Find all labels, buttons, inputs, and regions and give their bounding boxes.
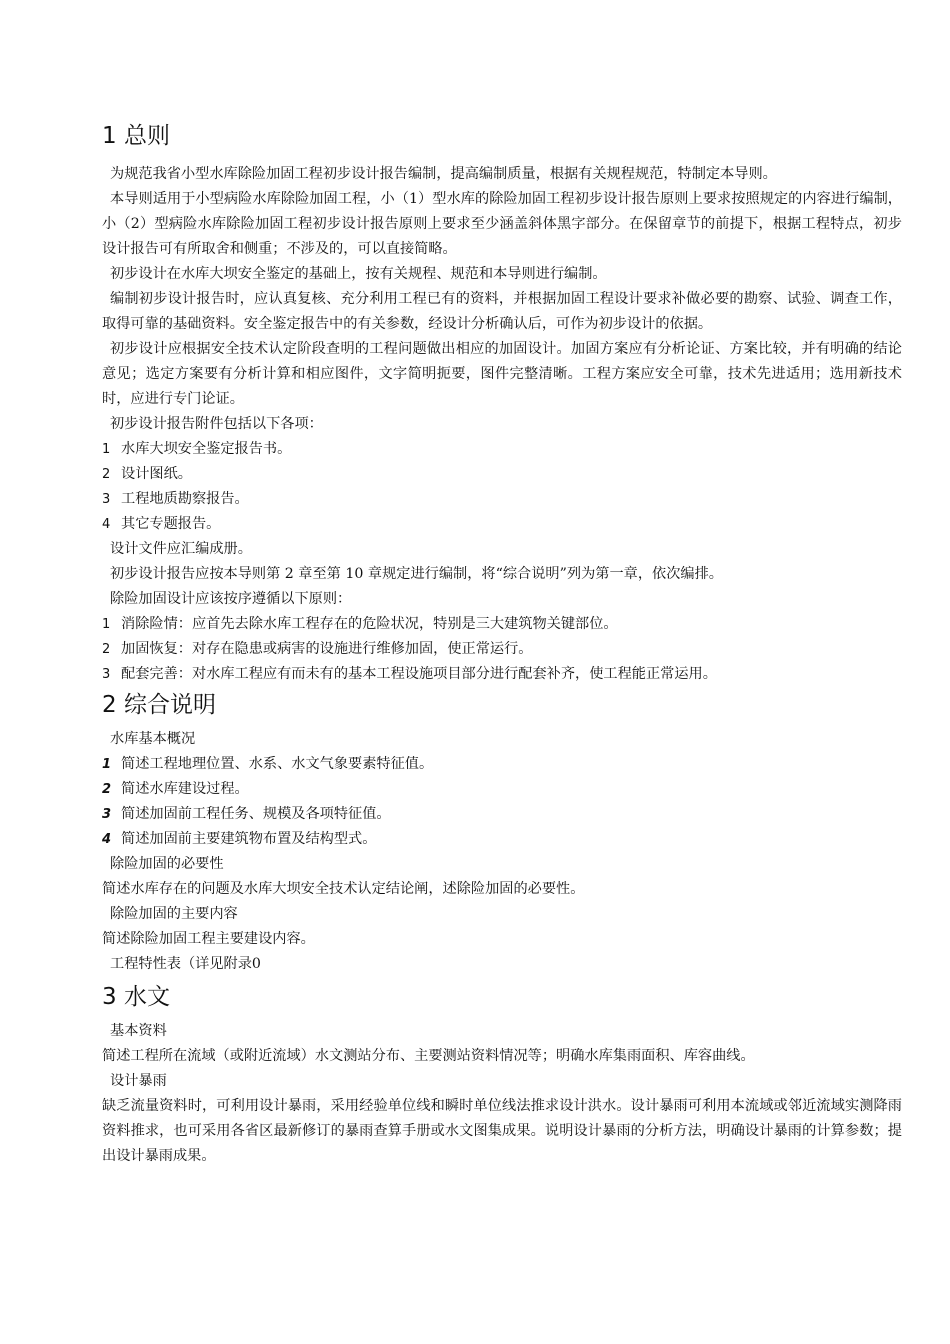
list-item <box>102 437 902 462</box>
list-text: 配套完善：对水库工程应有而未有的基本工程设施项目部分进行配套补齐，使工程能正常运用。 <box>121 666 717 682</box>
paragraph: 初步设计报告应按本导则第 2 章至第 10 章规定进行编制，将“综合说明”列为第一章，依次编排。 <box>110 566 723 582</box>
paragraph: 初步设计在水库大坝安全鉴定的基础上，按有关规程、规范和本导则进行编制。 <box>110 266 607 282</box>
paragraph: 初步设计应根据安全技术认定阶段查明的工程问题做出相应的加固设计。加固方案应有分析论证、方案比较，并有明确的结论意见；选定方案要有分析计算和相应图件，文字简明扼要，图件完整清晰。工程方案应安全可靠，技术先进适用；选用新技术时，应进行专门论证。 <box>102 341 902 407</box>
list-number: 2 <box>102 782 112 797</box>
appendix-list <box>102 437 902 537</box>
list-item <box>102 752 902 777</box>
list-item <box>102 637 902 662</box>
subheading: 除险加固的主要内容 <box>110 906 238 922</box>
list-text: 设计图纸。 <box>121 466 192 482</box>
list-number: 1 <box>102 757 112 772</box>
list-number: 4 <box>102 517 111 532</box>
list-item <box>102 512 902 537</box>
list-item <box>102 802 902 827</box>
list-number: 4 <box>102 832 112 847</box>
list-item <box>102 777 902 802</box>
list-item <box>102 487 902 512</box>
list-text: 消除险情：应首先去除水库工程存在的危险状况，特别是三大建筑物关键部位。 <box>121 616 618 632</box>
list-text: 其它专题报告。 <box>121 516 221 532</box>
subheading: 工程特性表（详见附录0 <box>110 956 261 972</box>
paragraph: 简述工程所在流域（或附近流域）水文测站分布、主要测站资料情况等；明确水库集雨面积、库容曲线。 <box>102 1048 755 1064</box>
list-number: 3 <box>102 667 111 682</box>
overview-list <box>102 752 902 852</box>
paragraph: 编制初步设计报告时，应认真复核、充分利用工程已有的资料，并根据加固工程设计要求补做必要的勘察、试验、调查工作，取得可靠的基础资料。安全鉴定报告中的有关参数，经设计分析确认后，可作为初步设计的依据。 <box>102 291 902 332</box>
subheading: 设计暴雨 <box>110 1073 167 1089</box>
paragraph: 为规范我省小型水库除险加固工程初步设计报告编制，提高编制质量，根据有关规程规范，特制定本导则。 <box>110 166 777 182</box>
list-item <box>102 662 902 687</box>
list-number: 1 <box>102 442 111 457</box>
paragraph: 除险加固设计应该按序遵循以下原则： <box>110 591 352 607</box>
paragraph: 简述除险加固工程主要建设内容。 <box>102 931 315 947</box>
subheading: 水库基本概况 <box>110 731 196 747</box>
list-number: 3 <box>102 807 112 822</box>
list-number: 3 <box>102 492 111 507</box>
section-3-title: 3 水文 <box>102 984 170 1010</box>
subheading: 基本资料 <box>110 1023 167 1039</box>
list-number: 1 <box>102 617 111 632</box>
list-item <box>102 827 902 852</box>
list-text: 简述工程地理位置、水系、水文气象要素特征值。 <box>121 756 434 772</box>
list-text: 水库大坝安全鉴定报告书。 <box>121 441 292 457</box>
subheading: 除险加固的必要性 <box>110 856 224 872</box>
paragraph: 本导则适用于小型病险水库除险加固工程，小（1）型水库的除险加固工程初步设计报告原则上要求按照规定的内容进行编制，小（2）型病险水库除险加固工程初步设计报告原则上要求至少涵盖斜体黑字部分。在保留章节的前提下，根据工程特点，初步设计报告可有所取舍和侧重；不涉及的，可以直接简略。 <box>102 191 902 257</box>
paragraph: 缺乏流量资料时，可利用设计暴雨，采用经验单位线和瞬时单位线法推求设计洪水。设计暴雨可利用本流域或邻近流域实测降雨资料推求，也可采用各省区最新修订的暴雨查算手册或水文图集成果。说明设计暴雨的分析方法，明确设计暴雨的计算参数；提出设计暴雨成果。 <box>102 1098 902 1164</box>
section-2-title: 2 综合说明 <box>102 692 216 718</box>
paragraph: 设计文件应汇编成册。 <box>110 541 252 557</box>
list-text: 简述加固前工程任务、规模及各项特征值。 <box>121 806 391 822</box>
list-text: 工程地质勘察报告。 <box>121 491 249 507</box>
list-item <box>102 612 902 637</box>
list-number: 2 <box>102 467 111 482</box>
section-1-title: 1 总则 <box>102 123 170 149</box>
list-text: 加固恢复：对存在隐患或病害的设施进行维修加固，使正常运行。 <box>121 641 533 657</box>
list-text: 简述加固前主要建筑物布置及结构型式。 <box>121 831 377 847</box>
list-text: 简述水库建设过程。 <box>121 781 249 797</box>
paragraph: 初步设计报告附件包括以下各项： <box>110 416 323 432</box>
paragraph: 简述水库存在的问题及水库大坝安全技术认定结论阐，述除险加固的必要性。 <box>102 881 585 897</box>
list-item <box>102 462 902 487</box>
principles-list <box>102 612 902 687</box>
document-page <box>102 114 902 1169</box>
list-number: 2 <box>102 642 111 657</box>
